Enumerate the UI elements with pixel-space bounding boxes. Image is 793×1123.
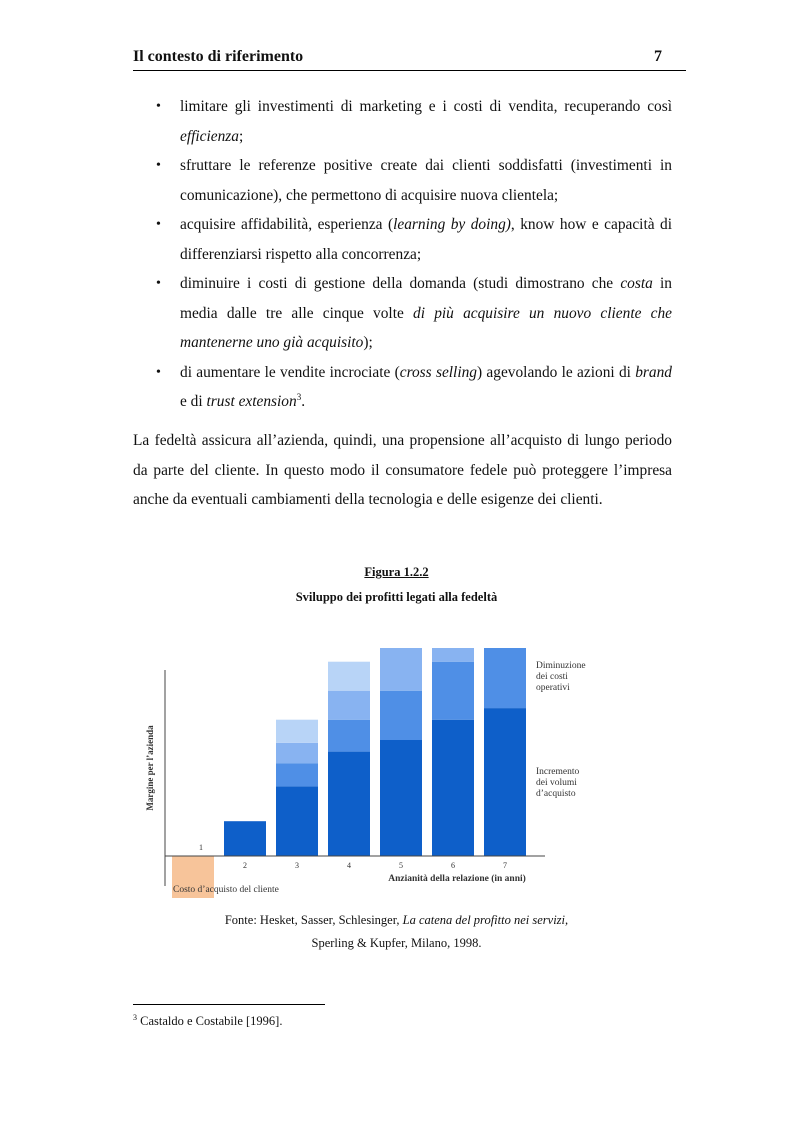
bullet-text-segment: cross selling xyxy=(399,363,477,381)
legend-label: operativi xyxy=(536,683,570,694)
footnote-marker: 3 xyxy=(133,1013,137,1022)
source-authors: Fonte: Hesket, Sasser, Schlesinger, xyxy=(224,913,403,927)
bar-segment xyxy=(276,763,318,786)
bar-segment xyxy=(432,648,474,662)
bullet-text-segment: 3 xyxy=(296,391,302,402)
bullet-text-segment: . xyxy=(301,393,306,410)
bar-segment xyxy=(276,720,318,743)
legend-label: Diminuzione xyxy=(536,661,586,672)
bullet-text-segment: efficienza xyxy=(180,127,239,145)
y-axis-label: Margine per l’azienda xyxy=(145,725,155,811)
bullet-dot-icon: • xyxy=(156,276,161,291)
bullet-text-segment: ) agevolando le azioni di xyxy=(477,363,636,381)
bullet-item xyxy=(153,269,672,358)
x-tick-label: 6 xyxy=(451,861,455,870)
bullet-text-segment: ); xyxy=(363,334,373,351)
bullet-text-segment: in media dalle tre alle cinque volte xyxy=(180,275,672,322)
figure-source-line1 xyxy=(0,913,793,928)
bar-segment xyxy=(328,662,370,691)
bar-segment xyxy=(276,786,318,856)
bar-segment xyxy=(484,648,526,708)
bullet-text-segment: acquisire affidabilità, esperienza ( xyxy=(180,216,394,233)
x-tick-label: 4 xyxy=(347,861,351,870)
x-tick-label: 7 xyxy=(503,861,507,870)
bar-segment xyxy=(328,691,370,720)
bullet-text-segment: ; xyxy=(238,127,244,145)
bullet-text-segment: di più acquisire un nuovo cliente che mantenerne uno già acquisito xyxy=(180,304,672,351)
bullet-text-segment: trust extension xyxy=(206,393,297,410)
body-paragraph: La fedeltà assicura all’azienda, quindi, una propensione all’acquisto di lungo periodo da parte del cliente. In questo modo il consumatore fedele può proteggere l’impresa anche da eventuali cambiamenti della tecnologia e delle esigenze dei clienti. xyxy=(133,432,672,508)
bullet-text-segment: sfruttare le referenze positive create dai clienti soddisfatti (investimenti in comunicazione), che permettono di acquisire nuova clientela; xyxy=(180,157,672,204)
x-tick-label: 1 xyxy=(199,843,203,852)
bullet-text-segment: diminuire i costi di gestione della domanda (studi dimostrano che xyxy=(180,275,621,292)
bullet-text-segment: di aumentare le vendite incrociate ( xyxy=(180,363,400,381)
legend-label: d’acquisto xyxy=(536,789,576,800)
source-title: La catena del profitto nei servizi, xyxy=(402,913,569,927)
bullet-text-segment: , know how e capacità di differenziarsi rispetto alla concorrenza; xyxy=(180,216,672,263)
x-tick-label: 5 xyxy=(399,861,403,870)
figure-source-line2: Sperling & Kupfer, Milano, 1998. xyxy=(311,936,482,950)
x-tick-label: 2 xyxy=(243,861,247,870)
bar-segment xyxy=(380,740,422,856)
bullet-item xyxy=(153,92,672,151)
footnote-rule xyxy=(133,1004,325,1005)
bullet-text-segment: costa xyxy=(620,275,653,292)
bar-segment xyxy=(224,821,266,856)
bar-segment xyxy=(484,708,526,856)
bullet-dot-icon: • xyxy=(156,158,161,173)
x-tick-label: 3 xyxy=(295,861,299,870)
bullet-dot-icon: • xyxy=(156,99,161,114)
bullet-dot-icon: • xyxy=(156,217,161,232)
bullet-item xyxy=(153,210,672,269)
bullet-list xyxy=(153,92,672,417)
running-title: Il contesto di riferimento xyxy=(133,48,304,65)
bar-segment xyxy=(276,743,318,763)
footnote-text: Castaldo e Costabile [1996]. xyxy=(137,1014,283,1029)
legend-label: Incremento xyxy=(536,767,580,778)
bullet-text-segment: brand xyxy=(635,363,672,381)
bar-segment xyxy=(380,691,422,740)
bar-segment xyxy=(380,648,422,691)
legend-label: dei costi xyxy=(536,672,568,683)
bullet-text-segment: e di xyxy=(180,393,207,410)
page-number: 7 xyxy=(654,48,662,65)
acquisition-cost-annotation: Costo d’acquisto del cliente xyxy=(173,885,279,895)
figure-title: Sviluppo dei profitti legati alla fedeltà xyxy=(295,590,498,604)
bullet-dot-icon: • xyxy=(156,364,161,380)
bullet-item xyxy=(153,358,672,417)
bullet-item xyxy=(153,151,672,210)
figure-number: Figura 1.2.2 xyxy=(364,565,429,579)
footnote xyxy=(133,1013,282,1029)
x-axis-label: Anzianità della relazione (in anni) xyxy=(388,874,526,884)
bar-segment xyxy=(432,662,474,720)
loyalty-profit-chart xyxy=(120,648,590,898)
bar-segment xyxy=(432,720,474,856)
bar-segment xyxy=(328,752,370,856)
legend-label: dei volumi xyxy=(536,778,577,789)
bar-segment xyxy=(328,720,370,752)
bullet-text-segment: limitare gli investimenti di marketing e i costi di vendita, recuperando così xyxy=(180,98,672,115)
running-header xyxy=(133,48,686,71)
bullet-text-segment: learning by doing) xyxy=(393,216,511,233)
